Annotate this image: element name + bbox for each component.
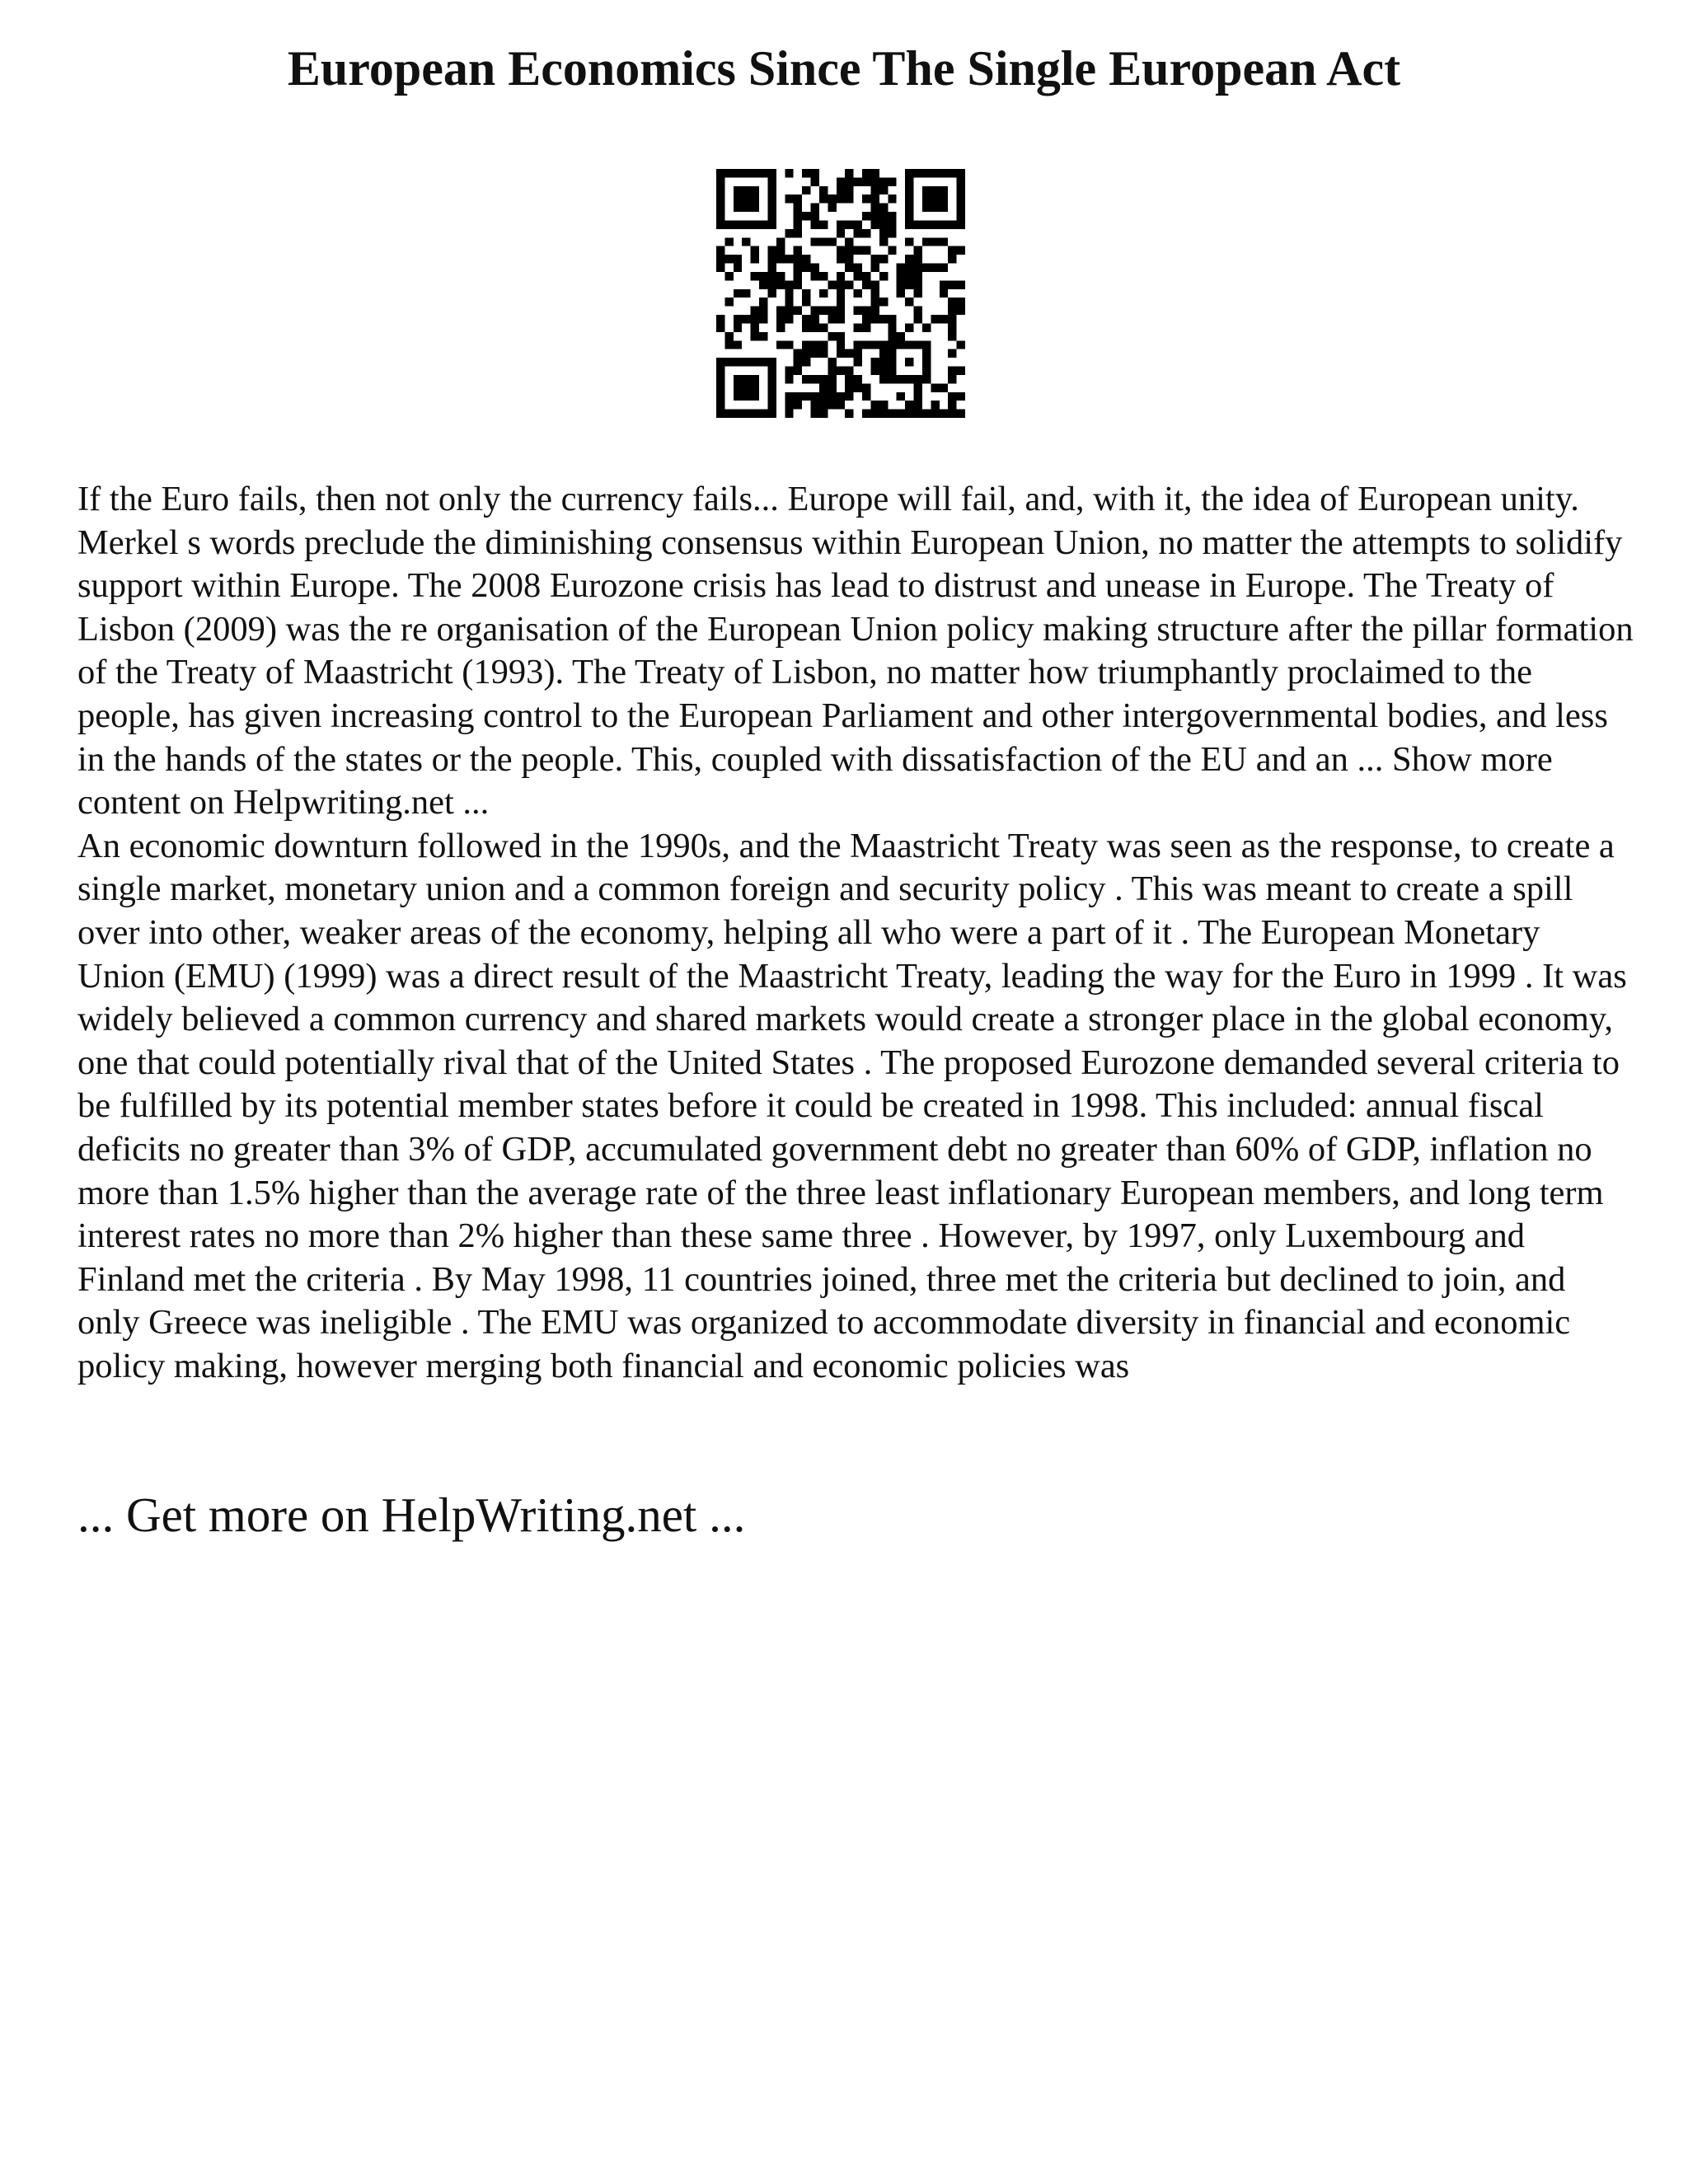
get-more-link[interactable]: ... Get more on HelpWriting.net ... bbox=[77, 1488, 746, 1542]
qr-code-icon bbox=[716, 169, 965, 418]
body-paragraph: If the Euro fails, then not only the currency fails... Europe will fail, and, with it, the idea of European unity. Merkel s words preclude the diminishing consensus within European Union, no matter the attempts to solidify support within Europe. The 2008 Eurozone crisis has lead to distrust and unease in Europe. The Treaty of Lisbon (2009) was the re organisation of the European Union policy making structure after the pillar formation of the Treaty of Maastricht (1993). The Treaty of Lisbon, no matter how triumphantly proclaimed to the people, has given increasing control to the European Parliament and other intergovernmental bodies, and less in the hands of the states or the people. This, coupled with dissatisfaction of the EU and an ... Show more content on Helpwriting.net ... bbox=[77, 480, 1634, 823]
body-paragraph: An economic downturn followed in the 1990s, and the Maastricht Treaty was seen as the response, to create a single market, monetary union and a common foreign and security policy . This was meant to create a spill over into other, weaker areas of the economy, helping all who were a part of it . The European Monetary Union (EMU) (1999) was a direct result of the Maastricht Treaty, leading the way for the Euro in 1999 . It was widely believed a common currency and shared markets would create a stronger place in the global economy, one that could potentially rival that of the United States . The proposed Eurozone demanded several criteria to be fulfilled by its potential member states before it could be created in 1998. This included: annual fiscal deficits no greater than 3% of GDP, accumulated government debt no greater than 60% of GDP, inflation no more than 1.5% higher than the average rate of the three least inflationary European members, and long term interest rates no more than 2% higher than these same three . However, by 1997, only Luxembourg and Finland met the criteria . By May 1998, 11 countries joined, three met the criteria but declined to join, and only Greece was ineligible . The EMU was organized to accommodate diversity in financial and economic policy making, however merging both financial and economic policies was bbox=[77, 826, 1627, 1385]
document-body bbox=[77, 478, 1635, 1388]
page-title: European Economics Since The Single European Act bbox=[287, 41, 1401, 96]
